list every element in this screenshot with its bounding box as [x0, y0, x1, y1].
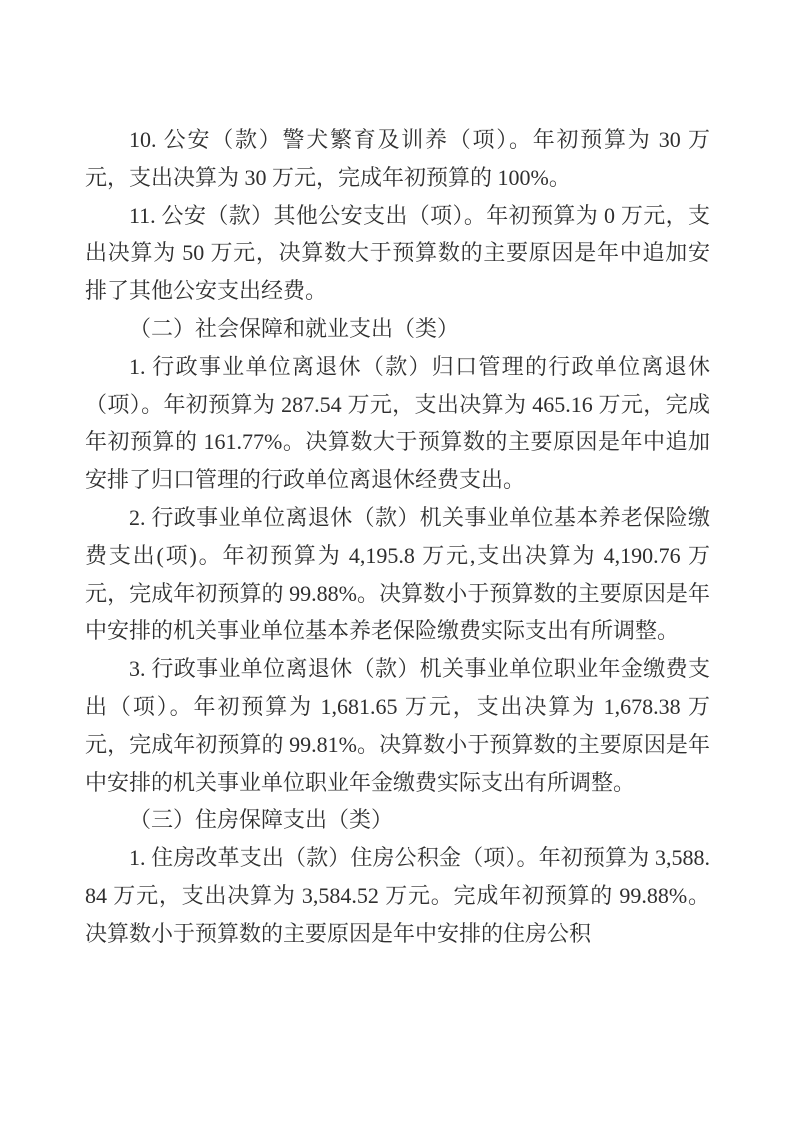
section-heading-social-security-employment: （二）社会保障和就业支出（类） [129, 315, 460, 341]
section-heading-housing-security: （三）住房保障支出（类） [129, 807, 394, 833]
paragraph-item-3-occupational-annuity: 3. 行政事业单位离退休（款）机关事业单位职业年金缴费支出（项）。年初预算为 1,681.65 万元，支出决算为 1,678.38 万元，完成年初预算的 99.81%。决算数小于预算数的主要原因是年中安排的机关事业单位职业年金缴费实际支出有所调整。 [85, 656, 710, 795]
paragraph-item-1-housing-fund: 1. 住房改革支出（款）住房公积金（项）。年初预算为 3,588.84 万元，支出决算为 3,584.52 万元。完成年初预算的 99.88%。决算数小于预算数的主要原因是年中安排的住房公积 [85, 845, 710, 946]
document-text-block [85, 121, 710, 953]
paragraph-item-10-police-dog: 10. 公安（款）警犬繁育及训养（项）。年初预算为 30 万元，支出决算为 30 万元，完成年初预算的 100%。 [85, 127, 710, 190]
paragraph-item-2-basic-pension-contribution: 2. 行政事业单位离退休（款）机关事业单位基本养老保险缴费支出(项)。年初预算为 4,195.8 万元,支出决算为 4,190.76 万元，完成年初预算的 99.88%。决算数小于预算数的主要原因是年中安排的机关事业单位基本养老保险缴费实际支出有所调整。 [85, 504, 710, 644]
paragraph-item-11-other-police-expense: 11. 公安（款）其他公安支出（项）。年初预算为 0 万元，支出决算为 50 万元，决算数大于预算数的主要原因是年中追加安排了其他公安支出经费。 [85, 202, 710, 304]
paragraph-item-1-retirement-managed: 1. 行政事业单位离退休（款）归口管理的行政单位离退休（项）。年初预算为 287.54 万元，支出决算为 465.16 万元，完成年初预算的 161.77%。决算数大于预算数的主要原因是年中追加安排了归口管理的行政单位离退休经费支出。 [85, 353, 710, 493]
